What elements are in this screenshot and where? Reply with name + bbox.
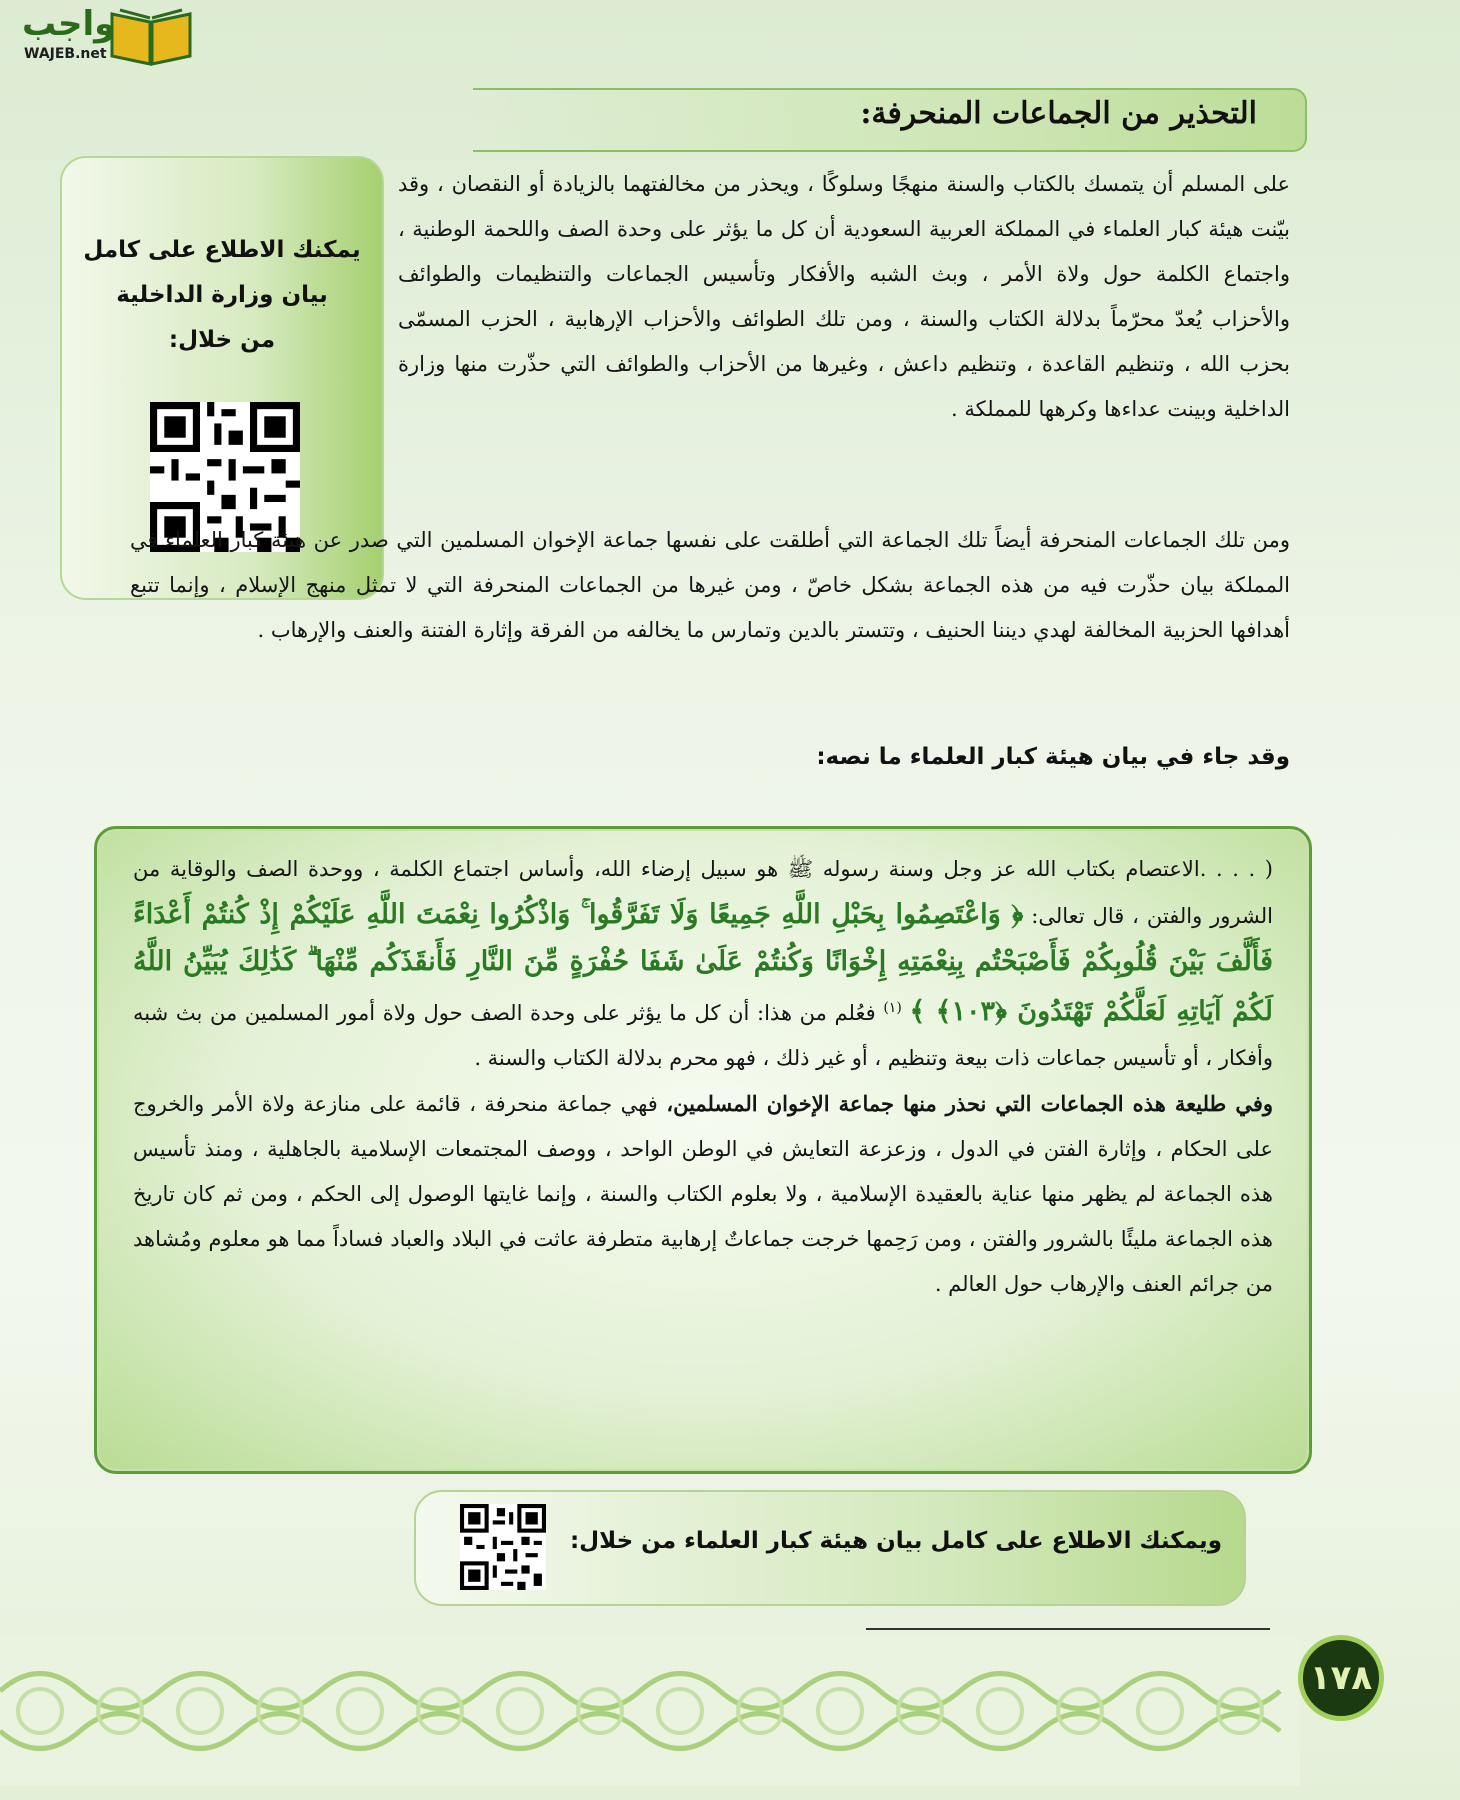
intro-paragraph: على المسلم أن يتمسك بالكتاب والسنة منهجًا وسلوكًا ، ويحذر من مخالفتهما بالزيادة أو النقصان ، وقد بيّنت هيئة كبار العلماء في المملكة العربية السعودية أن كل ما يؤثر على وحدة الصف واللحمة الوطنية ، واجتماع الكلمة حول ولاة الأمر ، وبث الشبه والأفكار وتأسيس الجماعات والتنظيمات والطوائف والأحزاب يُعدّ محرّماً بدلالة الكتاب والسنة ، ومن تلك الطوائف والأحزاب الإرهابية ، الحزب المسمّى بحزب الله ، وتنظيم القاعدة ، وتنظيم داعش ، وغيرها من الأحزاب والطوائف التي حذّرت منها وزارة الداخلية وبينت عداءها وكرهها للمملكة . — [398, 172, 1290, 421]
quote-bold-lead: وفي طليعة هذه الجماعات التي نحذر منها جماعة الإخوان المسلمين، — [666, 1091, 1273, 1116]
scholars-qr-code-icon[interactable] — [460, 1504, 546, 1590]
brotherhood-paragraph: ومن تلك الجماعات المنحرفة أيضاً تلك الجماعة التي أطلقت على نفسها جماعة الإخوان المسلمين التي صدر عن هيئة كبار العلماء في المملكة بيان حذّرت فيه من هذه الجماعة بشكل خاصّ ، ومن غيرها من الجماعات المنحرفة التي لا تمثل منهج الإسلام ، وإنما تتبع أهدافها الحزبية المخالفة لهدي ديننا الحنيف ، وتتستر بالدين وتمارس ما يخالفه من الفرقة وإثارة الفتنة والعنف والإرهاب . — [130, 528, 1290, 642]
scholars-statement-heading: وقد جاء في بيان هيئة كبار العلماء ما نصه: — [816, 744, 1290, 770]
section-title-bar — [473, 88, 1307, 152]
footnote-ref: (١) — [883, 1000, 902, 1016]
footnote-divider — [866, 1628, 1270, 1630]
page-number: ١٧٨ — [1309, 1658, 1373, 1698]
scholars-qr-banner-text: ويمكنك الاطلاع على كامل بيان هيئة كبار العلماء من خلال: — [569, 1528, 1222, 1554]
quran-verse: ﴿ وَاعْتَصِمُوا بِحَبْلِ اللَّهِ جَمِيعًا وَلَا تَفَرَّقُوا ۚ وَاذْكُرُوا نِعْمَتَ اللَّهِ عَلَيْكُمْ إِذْ كُنتُمْ أَعْدَاءً فَأَلَّفَ بَيْنَ قُلُوبِكُمْ فَأَصْبَحْتُم بِنِعْمَتِهِ إِخْوَانًا وَكُنتُمْ عَلَىٰ شَفَا حُفْرَةٍ مِّنَ النَّارِ فَأَنقَذَكُم مِّنْهَا ۗ كَذَٰلِكَ يُبَيِّنُ اللَّهُ لَكُمْ آيَاتِهِ لَعَلَّكُمْ تَهْتَدُونَ ﴿١٠٣﴾ ﴾ — [133, 899, 1273, 1027]
quote-intro: ( . . . .الاعتصام بكتاب الله عز وجل وسنة رسوله ﷺ هو سبيل إرضاء الله، وأساس اجتماع الكلمة ، ووحدة الصف والوقاية من الشرور والفتن ، قال تعالى: — [133, 857, 1273, 928]
quote-text — [133, 847, 1273, 1307]
side-box-line-3: من خلال: — [168, 327, 276, 353]
page-number-badge — [1298, 1635, 1384, 1721]
scholars-statement-quote-box — [94, 826, 1312, 1474]
scholars-qr-banner — [414, 1490, 1246, 1606]
side-box-line-2: بيان وزارة الداخلية — [116, 282, 328, 308]
decorative-ornament-border — [0, 1636, 1300, 1786]
logo-latin: WAJEB.net — [24, 46, 107, 62]
side-box-text — [72, 228, 372, 363]
book-logo-icon — [110, 6, 192, 66]
logo-arabic: واجب — [22, 4, 116, 44]
section-title: التحذير من الجماعات المنحرفة: — [860, 96, 1257, 131]
side-box-line-1: يمكنك الاطلاع على كامل — [83, 237, 361, 263]
site-logo[interactable] — [10, 4, 190, 66]
quote-after-verse: فعُلم من هذا: أن كل ما يؤثر على وحدة الصف حول ولاة أمور المسلمين من بث شبه وأفكار ، أو تأسيس جماعات ذات بيعة وتنظيم ، أو غير ذلك ، فهو محرم بدلالة الكتاب والسنة . — [133, 1001, 1273, 1070]
quote-rest: فهي جماعة منحرفة ، قائمة على منازعة ولاة الأمر والخروج على الحكام ، وإثارة الفتن في الدول ، وزعزعة التعايش في الوطن الواحد ، ووصف المجتمعات الإسلامية بالجاهلية ، ومنذ تأسيس هذه الجماعة لم يظهر منها عناية بالعقيدة الإسلامية ، ولا بعلوم الكتاب والسنة ، وإنما غايتها الوصول إلى الحكم ، ومن ثم كان تاريخ هذه الجماعة مليئًا بالشرور والفتن ، ومن رَحِمها خرجت جماعاتٌ إرهابية متطرفة عاثت في البلاد والعباد فساداً مما هو معلوم ومُشاهد من جرائم العنف والإرهاب حول العالم . — [133, 1092, 1273, 1296]
